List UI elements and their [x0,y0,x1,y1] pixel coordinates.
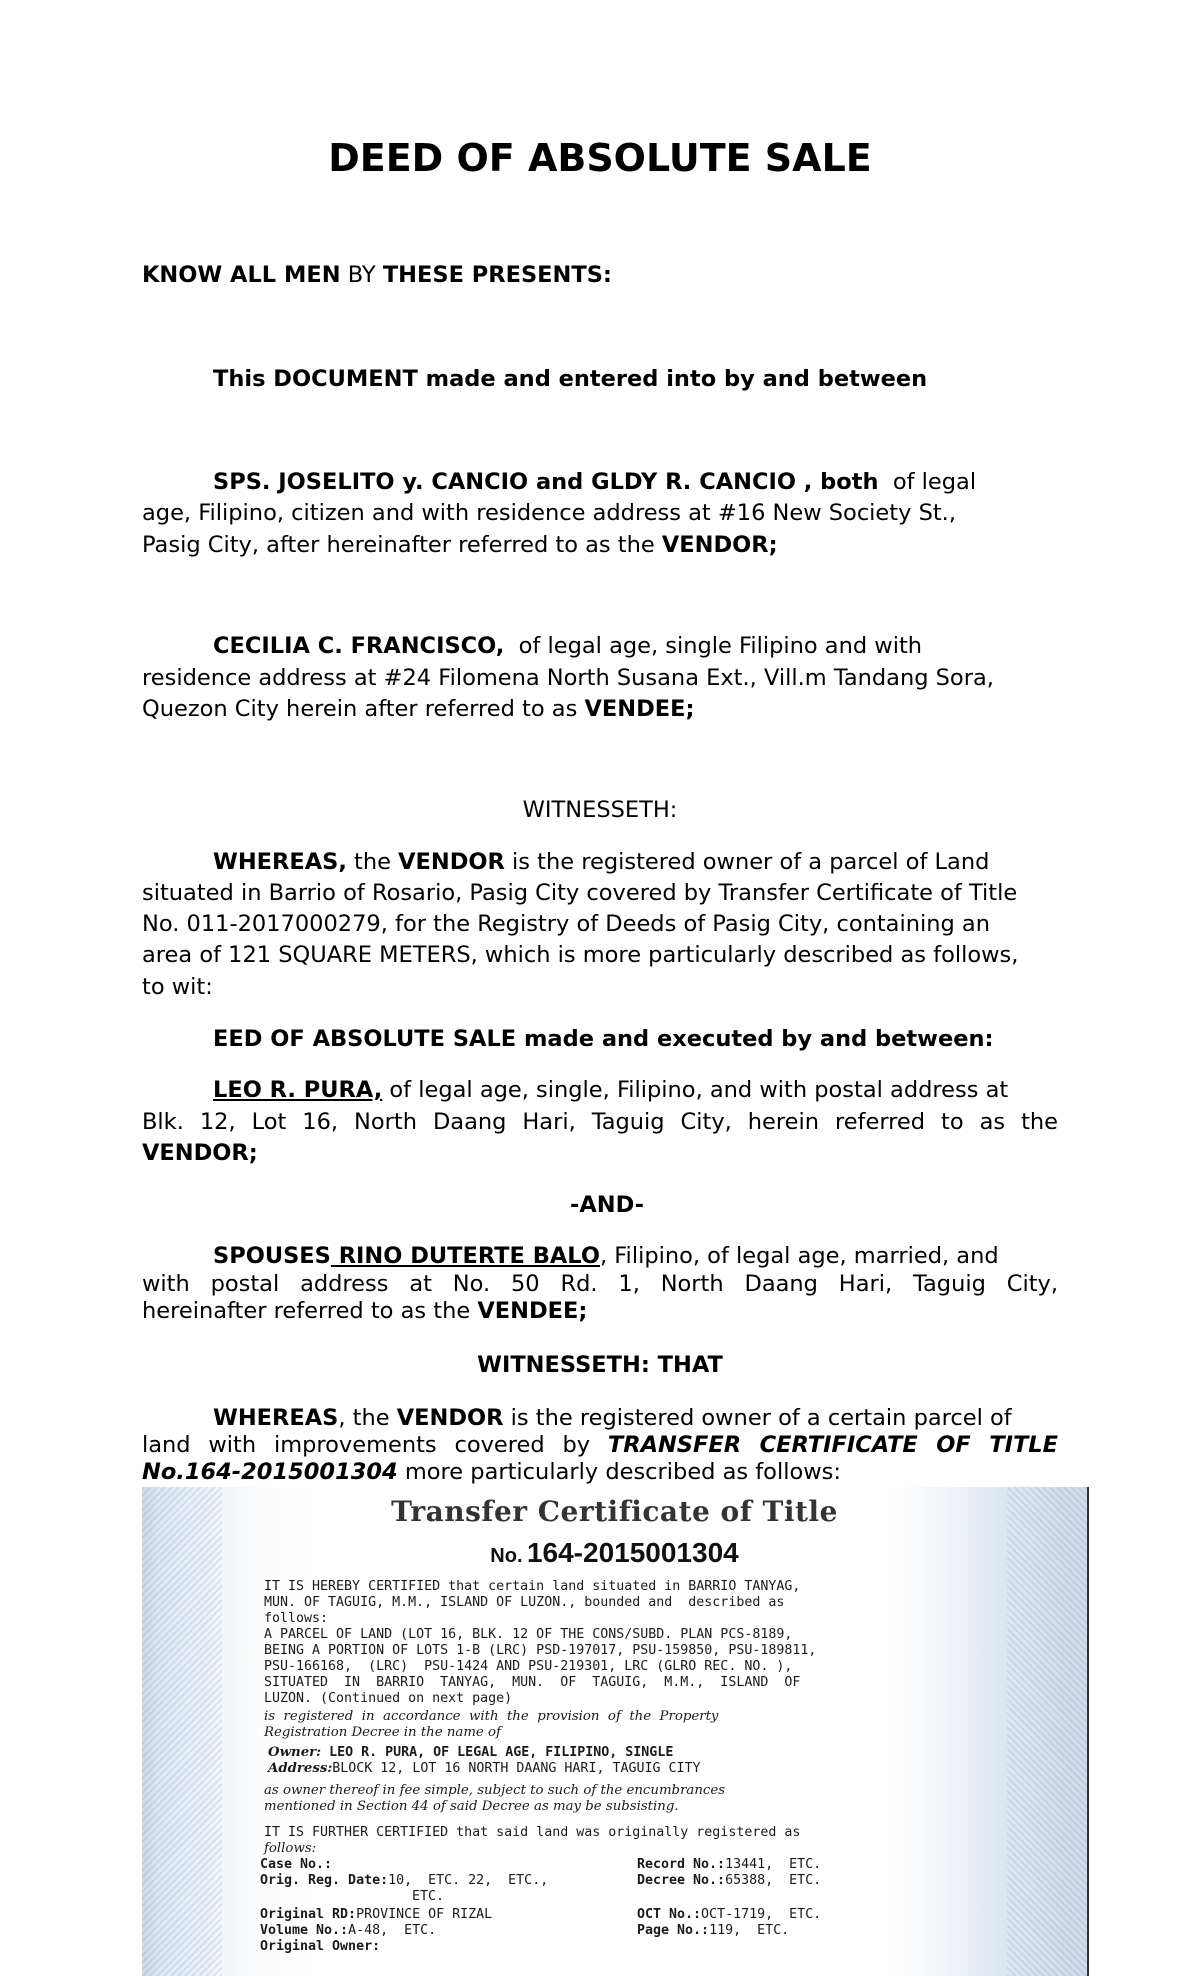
party2-vendee: VENDEE; [584,696,695,722]
cert-field-value: 10, ETC. 22, ETC., [388,1873,549,1888]
party3-line1 [213,1075,1129,1106]
cert-field-value: 65388, ETC. [725,1873,822,1888]
cert-owner-row [268,1745,673,1761]
party3-line2: Blk. 12, Lot 16, North Daang Hari, Taguig City, herein referred to as the [142,1109,1058,1135]
cert-field-value: 13441, ETC. [725,1857,822,1872]
cert-reg-line-1: Registration Decree in the name of [264,1725,501,1740]
cert-line-3: A PARCEL OF LAND (LOT 16, BLK. 12 OF THE CONS/SUBD. PLAN PCS-8189, [264,1627,793,1642]
party4-name: RINO DUTERTE BALO [330,1243,600,1269]
party2-line2: residence address at #24 Filomena North Susana Ext., Vill.m Tandang Sora, [142,665,994,691]
cert-field-original-rd [260,1907,492,1923]
party2-line3a: Quezon City herein after referred to as [142,696,585,722]
cert-field-value: OCT-1719, ETC. [701,1907,822,1922]
cert-field-label: Decree No.: [637,1873,726,1888]
party4-rest1: , Filipino, of legal age, married, and [599,1243,999,1269]
party1-line2: age, Filipino, citizen and with residence address at #16 New Society St., [142,500,956,526]
whereas2-tct-no: No.164-2015001304 [142,1459,398,1485]
cert-field-label: Page No.: [637,1923,710,1938]
cert-line-2: follows: [264,1611,329,1626]
cert-field-label: Orig. Reg. Date: [260,1873,389,1888]
cert-line-6: SITUATED IN BARRIO TANYAG, MUN. OF TAGUIG, M.M., ISLAND OF [264,1675,801,1690]
cert-line-7: LUZON. (Continued on next page) [264,1691,513,1706]
and-separator: -AND- [570,1192,645,1218]
cert-address-row [268,1761,701,1777]
cert-reg-line-0: is registered in accordance with the provision of the Property [264,1709,719,1724]
whereas2-tct: TRANSFER CERTIFICATE OF TITLE [607,1432,1058,1458]
party1-rest1: of legal [892,469,977,495]
cert-field-etc: ETC. [412,1889,445,1904]
party1-vendor: VENDOR; [661,532,778,558]
intro-line: This DOCUMENT made and entered into by and between [213,366,928,392]
cert-field-value: A-48, ETC. [348,1923,437,1938]
certificate-heading: Transfer Certificate of Title [391,1495,838,1528]
cert-field-label: Original RD: [260,1907,357,1922]
whereas2-line3 [142,1457,1058,1488]
party4-line2: with postal address at No. 50 Rd. 1, North Daang Hari, Taguig City, [142,1271,1058,1297]
whereas2-line3b: more particularly described as follows: [397,1459,841,1485]
cert-field-orig-reg-date [260,1873,548,1889]
whereas1-the: the [346,849,399,875]
cert-field-decree-no [637,1873,821,1889]
cert-further-line-1: follows: [264,1841,317,1856]
whereas2-whereas: WHEREAS [213,1405,339,1431]
these-presents: THESE PRESENTS: [382,262,612,288]
transfer-certificate-image [142,1487,1089,1976]
witnesseth-heading-2: WITNESSETH: THAT [477,1352,723,1378]
cert-field-label: Record No.: [637,1857,726,1872]
cert-field-label: Volume No.: [260,1923,349,1938]
cert-field-label: OCT No.: [637,1907,702,1922]
cert-field-oct-no [637,1907,821,1923]
know-all-men: KNOW ALL MEN [142,262,341,288]
party1-line3 [142,530,1058,561]
party3-name: LEO R. PURA, [213,1077,383,1103]
party1-line3a: Pasig City, after hereinafter referred to as the [142,532,662,558]
cert-field-original-owner [260,1939,380,1955]
cert-line-1: MUN. OF TAGUIG, M.M., ISLAND OF LUZON., bounded and described as [264,1595,785,1610]
certificate-no-prefix: No. [490,1545,523,1567]
cert-line-0: IT IS HEREBY CERTIFIED that certain land situated in BARRIO TANYAG, [264,1579,801,1594]
whereas2-the: , the [338,1405,397,1431]
whereas1-whereas: WHEREAS, [213,849,347,875]
whereas1-line2: situated in Barrio of Rosario, Pasig City covered by Transfer Certificate of Title [142,880,1018,906]
cert-field-value: 119, ETC. [709,1923,790,1938]
cert-field-value: PROVINCE OF RIZAL [356,1907,493,1922]
party2-rest1: of legal age, single Filipino and with [518,633,923,659]
cert-field-case-no [260,1857,332,1873]
know-all-men-line [142,260,1058,291]
eed-line: EED OF ABSOLUTE SALE made and executed by and between: [213,1026,994,1052]
whereas1-rest: is the registered owner of a parcel of Land [504,849,990,875]
whereas2-rest: is the registered owner of a certain parcel of [503,1405,1012,1431]
cert-further-line-0: IT IS FURTHER CERTIFIED that said land was originally registered as [264,1825,801,1840]
party4-vendee: VENDEE; [477,1298,588,1324]
cert-fee-line-1: mentioned in Section 44 of said Decree as may be subsisting. [264,1799,679,1814]
cert-address-value: BLOCK 12, LOT 16 NORTH DAANG HARI, TAGUIG CITY [332,1761,701,1776]
whereas1-line3: No. 011-2017000279, for the Registry of Deeds of Pasig City, containing an [142,911,990,937]
cert-line-4: BEING A PORTION OF LOTS 1-B (LRC) PSD-197017, PSU-159850, PSU-189811, [264,1643,817,1658]
certificate-number [142,1537,1087,1569]
cert-line-5: PSU-166168, (LRC) PSU-1424 AND PSU-219301, LRC (GLRO REC. NO. ), [264,1659,793,1674]
party3-rest1: of legal age, single, Filipino, and with postal address at [382,1077,1009,1103]
whereas1-line4: area of 121 SQUARE METERS, which is more particularly described as follows, [142,942,1019,968]
party4-spouses: SPOUSES [213,1243,331,1269]
cert-field-label: Original Owner: [260,1939,381,1954]
party2-name: CECILIA C. FRANCISCO, [213,633,505,659]
cert-field-record-no [637,1857,821,1873]
party1-name: SPS. JOSELITO y. CANCIO and GLDY R. CANCIO , both [213,469,879,495]
party4-line1 [213,1241,1129,1272]
party1-line1 [213,467,1129,498]
party4-line3a: hereinafter referred to as the [142,1298,478,1324]
party2-line3 [142,694,1058,725]
cert-owner-value: LEO R. PURA, OF LEGAL AGE, FILIPINO, SINGLE [329,1745,674,1760]
certificate-no-value: 164-2015001304 [526,1537,739,1568]
cert-owner-label: Owner: [268,1745,322,1760]
cert-field-volume-no [260,1923,436,1939]
cert-fee-line-0: as owner thereof in fee simple, subject to such of the encumbrances [264,1783,726,1798]
whereas2-line2a: land with improvements covered by [142,1432,608,1458]
witnesseth-heading-1: WITNESSETH: [522,797,678,823]
whereas1-line5: to wit: [142,974,213,1000]
party4-line3 [142,1296,1058,1327]
by-word: BY [340,262,383,288]
cert-field-label: Case No.: [260,1857,333,1872]
whereas1-vendor: VENDOR [398,849,505,875]
party2-line1 [213,631,1129,662]
cert-address-label: Address: [268,1761,333,1776]
party3-line3: VENDOR; [142,1140,258,1166]
whereas1-line1 [213,847,1129,878]
whereas2-vendor: VENDOR [396,1405,504,1431]
cert-field-page-no [637,1923,789,1939]
document-title: DEED OF ABSOLUTE SALE [328,136,872,180]
